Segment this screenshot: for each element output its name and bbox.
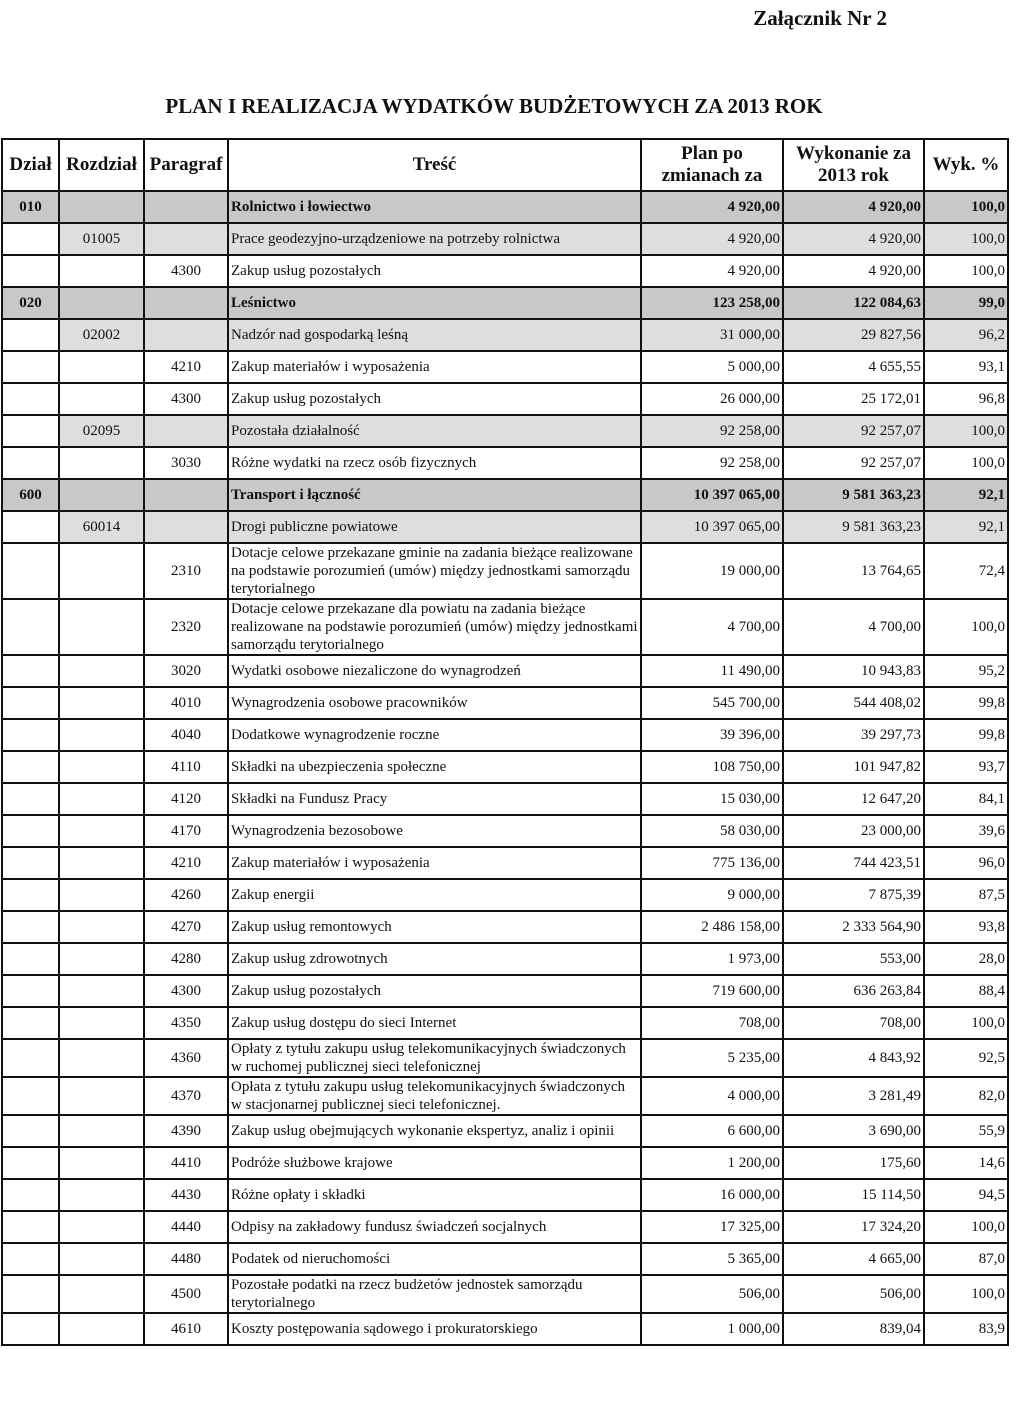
cell-rozdzial xyxy=(59,879,144,911)
cell-dzial xyxy=(2,319,59,351)
cell-dzial xyxy=(2,975,59,1007)
cell-wykonanie: 553,00 xyxy=(783,943,924,975)
cell-proc: 87,5 xyxy=(924,879,1008,911)
cell-rozdzial xyxy=(59,1313,144,1345)
table-row xyxy=(2,1039,1008,1077)
cell-proc: 39,6 xyxy=(924,815,1008,847)
cell-dzial xyxy=(2,383,59,415)
table-row xyxy=(2,383,1008,415)
cell-wykonanie: 175,60 xyxy=(783,1147,924,1179)
cell-proc: 72,4 xyxy=(924,543,1008,599)
cell-paragraf: 4040 xyxy=(144,719,228,751)
cell-tresc: Zakup usług pozostałych xyxy=(228,255,641,287)
cell-proc: 100,0 xyxy=(924,415,1008,447)
cell-tresc: Wynagrodzenia osobowe pracowników xyxy=(228,687,641,719)
cell-plan: 19 000,00 xyxy=(641,543,783,599)
cell-plan: 4 920,00 xyxy=(641,223,783,255)
header-paragraf: Paragraf xyxy=(144,139,228,191)
cell-tresc: Zakup materiałów i wyposażenia xyxy=(228,351,641,383)
cell-tresc: Pozostała działalność xyxy=(228,415,641,447)
cell-plan: 2 486 158,00 xyxy=(641,911,783,943)
table-row xyxy=(2,223,1008,255)
cell-plan: 123 258,00 xyxy=(641,287,783,319)
cell-paragraf: 4430 xyxy=(144,1179,228,1211)
table-row xyxy=(2,415,1008,447)
table-row xyxy=(2,479,1008,511)
cell-plan: 4 700,00 xyxy=(641,599,783,655)
cell-tresc: Dotacje celowe przekazane gminie na zadania bieżące realizowane na podstawie porozumień (umów) między jednostkami samorządu terytorialnego xyxy=(228,543,641,599)
cell-proc: 92,1 xyxy=(924,511,1008,543)
cell-dzial: 020 xyxy=(2,287,59,319)
cell-wykonanie: 506,00 xyxy=(783,1275,924,1313)
cell-tresc: Zakup usług zdrowotnych xyxy=(228,943,641,975)
cell-plan: 545 700,00 xyxy=(641,687,783,719)
cell-dzial xyxy=(2,879,59,911)
cell-proc: 100,0 xyxy=(924,1275,1008,1313)
table-row xyxy=(2,599,1008,655)
cell-plan: 108 750,00 xyxy=(641,751,783,783)
cell-wykonanie: 39 297,73 xyxy=(783,719,924,751)
cell-dzial xyxy=(2,687,59,719)
cell-dzial xyxy=(2,415,59,447)
cell-rozdzial xyxy=(59,847,144,879)
cell-tresc: Drogi publiczne powiatowe xyxy=(228,511,641,543)
header-proc: Wyk. % xyxy=(924,139,1008,191)
cell-dzial xyxy=(2,511,59,543)
cell-wykonanie: 636 263,84 xyxy=(783,975,924,1007)
cell-proc: 100,0 xyxy=(924,1007,1008,1039)
table-header-row xyxy=(2,139,1008,191)
cell-wykonanie: 92 257,07 xyxy=(783,447,924,479)
cell-tresc: Wynagrodzenia bezosobowe xyxy=(228,815,641,847)
cell-dzial xyxy=(2,751,59,783)
cell-rozdzial xyxy=(59,719,144,751)
cell-tresc: Podróże służbowe krajowe xyxy=(228,1147,641,1179)
table-row xyxy=(2,687,1008,719)
cell-proc: 93,7 xyxy=(924,751,1008,783)
cell-paragraf: 4360 xyxy=(144,1039,228,1077)
cell-tresc: Prace geodezyjno-urządzeniowe na potrzeby rolnictwa xyxy=(228,223,641,255)
cell-wykonanie: 4 655,55 xyxy=(783,351,924,383)
cell-tresc: Nadzór nad gospodarką leśną xyxy=(228,319,641,351)
cell-wykonanie: 839,04 xyxy=(783,1313,924,1345)
cell-plan: 92 258,00 xyxy=(641,415,783,447)
cell-proc: 100,0 xyxy=(924,1211,1008,1243)
cell-dzial: 600 xyxy=(2,479,59,511)
cell-rozdzial xyxy=(59,751,144,783)
cell-paragraf: 3030 xyxy=(144,447,228,479)
table-row xyxy=(2,911,1008,943)
cell-proc: 96,0 xyxy=(924,847,1008,879)
cell-wykonanie: 4 920,00 xyxy=(783,223,924,255)
cell-paragraf xyxy=(144,415,228,447)
cell-wykonanie: 4 920,00 xyxy=(783,191,924,223)
cell-proc: 84,1 xyxy=(924,783,1008,815)
table-row xyxy=(2,287,1008,319)
cell-dzial xyxy=(2,943,59,975)
cell-paragraf: 4480 xyxy=(144,1243,228,1275)
annex-label: Załącznik Nr 2 xyxy=(753,6,887,30)
cell-dzial xyxy=(2,1039,59,1077)
cell-proc: 87,0 xyxy=(924,1243,1008,1275)
cell-wykonanie: 13 764,65 xyxy=(783,543,924,599)
cell-plan: 26 000,00 xyxy=(641,383,783,415)
table-row xyxy=(2,847,1008,879)
cell-paragraf: 4210 xyxy=(144,351,228,383)
budget-table xyxy=(1,138,1009,1346)
cell-wykonanie: 12 647,20 xyxy=(783,783,924,815)
cell-tresc: Leśnictwo xyxy=(228,287,641,319)
cell-proc: 100,0 xyxy=(924,599,1008,655)
cell-wykonanie: 4 843,92 xyxy=(783,1039,924,1077)
cell-rozdzial xyxy=(59,447,144,479)
cell-wykonanie: 3 281,49 xyxy=(783,1077,924,1115)
cell-dzial xyxy=(2,911,59,943)
cell-dzial xyxy=(2,847,59,879)
cell-paragraf: 4210 xyxy=(144,847,228,879)
cell-proc: 100,0 xyxy=(924,191,1008,223)
cell-proc: 28,0 xyxy=(924,943,1008,975)
cell-dzial xyxy=(2,1007,59,1039)
cell-paragraf: 4120 xyxy=(144,783,228,815)
cell-wykonanie: 4 920,00 xyxy=(783,255,924,287)
cell-dzial xyxy=(2,351,59,383)
cell-proc: 99,8 xyxy=(924,687,1008,719)
cell-plan: 4 920,00 xyxy=(641,191,783,223)
cell-rozdzial xyxy=(59,191,144,223)
cell-proc: 96,8 xyxy=(924,383,1008,415)
table-row xyxy=(2,943,1008,975)
cell-dzial xyxy=(2,1115,59,1147)
cell-paragraf: 4280 xyxy=(144,943,228,975)
table-row xyxy=(2,191,1008,223)
cell-proc: 93,8 xyxy=(924,911,1008,943)
cell-tresc: Zakup usług dostępu do sieci Internet xyxy=(228,1007,641,1039)
cell-rozdzial xyxy=(59,1179,144,1211)
cell-wykonanie: 101 947,82 xyxy=(783,751,924,783)
cell-dzial xyxy=(2,447,59,479)
cell-paragraf: 4500 xyxy=(144,1275,228,1313)
cell-rozdzial xyxy=(59,1077,144,1115)
cell-tresc: Wydatki osobowe niezaliczone do wynagrodzeń xyxy=(228,655,641,687)
cell-rozdzial xyxy=(59,1007,144,1039)
table-row xyxy=(2,319,1008,351)
cell-wykonanie: 744 423,51 xyxy=(783,847,924,879)
cell-tresc: Opłata z tytułu zakupu usług telekomunikacyjnych świadczonych w stacjonarnej publicznej sieci telefonicznej. xyxy=(228,1077,641,1115)
cell-proc: 100,0 xyxy=(924,223,1008,255)
table-row xyxy=(2,1115,1008,1147)
cell-proc: 96,2 xyxy=(924,319,1008,351)
cell-paragraf: 4270 xyxy=(144,911,228,943)
cell-wykonanie: 9 581 363,23 xyxy=(783,479,924,511)
cell-plan: 10 397 065,00 xyxy=(641,479,783,511)
table-row xyxy=(2,1211,1008,1243)
cell-plan: 17 325,00 xyxy=(641,1211,783,1243)
cell-paragraf: 4300 xyxy=(144,383,228,415)
cell-rozdzial xyxy=(59,975,144,1007)
header-dzial: Dział xyxy=(2,139,59,191)
table-row xyxy=(2,879,1008,911)
cell-tresc: Składki na ubezpieczenia społeczne xyxy=(228,751,641,783)
cell-paragraf xyxy=(144,319,228,351)
cell-proc: 99,0 xyxy=(924,287,1008,319)
cell-plan: 11 490,00 xyxy=(641,655,783,687)
cell-tresc: Rolnictwo i łowiectwo xyxy=(228,191,641,223)
cell-tresc: Transport i łączność xyxy=(228,479,641,511)
cell-plan: 31 000,00 xyxy=(641,319,783,351)
cell-dzial xyxy=(2,1179,59,1211)
cell-tresc: Różne opłaty i składki xyxy=(228,1179,641,1211)
cell-dzial xyxy=(2,599,59,655)
cell-wykonanie: 4 665,00 xyxy=(783,1243,924,1275)
cell-tresc: Zakup energii xyxy=(228,879,641,911)
cell-rozdzial xyxy=(59,287,144,319)
cell-paragraf: 4300 xyxy=(144,975,228,1007)
cell-tresc: Podatek od nieruchomości xyxy=(228,1243,641,1275)
cell-paragraf: 4010 xyxy=(144,687,228,719)
cell-dzial: 010 xyxy=(2,191,59,223)
table-row xyxy=(2,1313,1008,1345)
cell-wykonanie: 2 333 564,90 xyxy=(783,911,924,943)
cell-rozdzial xyxy=(59,479,144,511)
cell-rozdzial xyxy=(59,1243,144,1275)
cell-rozdzial xyxy=(59,911,144,943)
cell-plan: 39 396,00 xyxy=(641,719,783,751)
cell-plan: 16 000,00 xyxy=(641,1179,783,1211)
cell-rozdzial xyxy=(59,1115,144,1147)
cell-tresc: Koszty postępowania sądowego i prokuratorskiego xyxy=(228,1313,641,1345)
table-row xyxy=(2,751,1008,783)
cell-paragraf: 4410 xyxy=(144,1147,228,1179)
cell-plan: 9 000,00 xyxy=(641,879,783,911)
cell-proc: 94,5 xyxy=(924,1179,1008,1211)
cell-wykonanie: 92 257,07 xyxy=(783,415,924,447)
cell-plan: 58 030,00 xyxy=(641,815,783,847)
cell-plan: 15 030,00 xyxy=(641,783,783,815)
cell-tresc: Składki na Fundusz Pracy xyxy=(228,783,641,815)
table-row xyxy=(2,975,1008,1007)
table-row xyxy=(2,1243,1008,1275)
table-row xyxy=(2,543,1008,599)
cell-dzial xyxy=(2,1275,59,1313)
cell-paragraf xyxy=(144,223,228,255)
table-row xyxy=(2,783,1008,815)
cell-proc: 88,4 xyxy=(924,975,1008,1007)
cell-proc: 100,0 xyxy=(924,255,1008,287)
cell-proc: 83,9 xyxy=(924,1313,1008,1345)
cell-paragraf: 2310 xyxy=(144,543,228,599)
cell-rozdzial xyxy=(59,1211,144,1243)
cell-dzial xyxy=(2,1211,59,1243)
cell-tresc: Pozostałe podatki na rzecz budżetów jednostek samorządu terytorialnego xyxy=(228,1275,641,1313)
cell-paragraf xyxy=(144,287,228,319)
cell-wykonanie: 25 172,01 xyxy=(783,383,924,415)
header-wykonanie: Wykonanie za 2013 rok xyxy=(783,139,924,191)
table-row xyxy=(2,255,1008,287)
cell-wykonanie: 15 114,50 xyxy=(783,1179,924,1211)
cell-wykonanie: 10 943,83 xyxy=(783,655,924,687)
cell-plan: 92 258,00 xyxy=(641,447,783,479)
table-row xyxy=(2,1147,1008,1179)
cell-wykonanie: 708,00 xyxy=(783,1007,924,1039)
cell-wykonanie: 29 827,56 xyxy=(783,319,924,351)
cell-plan: 1 000,00 xyxy=(641,1313,783,1345)
cell-tresc: Różne wydatki na rzecz osób fizycznych xyxy=(228,447,641,479)
cell-tresc: Zakup usług obejmujących wykonanie ekspertyz, analiz i opinii xyxy=(228,1115,641,1147)
cell-plan: 10 397 065,00 xyxy=(641,511,783,543)
header-rozdzial: Rozdział xyxy=(59,139,144,191)
cell-proc: 93,1 xyxy=(924,351,1008,383)
table-row xyxy=(2,719,1008,751)
cell-proc: 92,1 xyxy=(924,479,1008,511)
table-row xyxy=(2,1077,1008,1115)
cell-rozdzial xyxy=(59,599,144,655)
cell-rozdzial xyxy=(59,1147,144,1179)
cell-rozdzial xyxy=(59,1275,144,1313)
cell-plan: 708,00 xyxy=(641,1007,783,1039)
cell-paragraf: 2320 xyxy=(144,599,228,655)
cell-plan: 719 600,00 xyxy=(641,975,783,1007)
cell-proc: 55,9 xyxy=(924,1115,1008,1147)
cell-paragraf: 4170 xyxy=(144,815,228,847)
cell-rozdzial xyxy=(59,1039,144,1077)
cell-dzial xyxy=(2,719,59,751)
table-row xyxy=(2,351,1008,383)
cell-proc: 14,6 xyxy=(924,1147,1008,1179)
cell-rozdzial: 60014 xyxy=(59,511,144,543)
header-tresc: Treść xyxy=(228,139,641,191)
table-row xyxy=(2,1007,1008,1039)
cell-paragraf xyxy=(144,479,228,511)
cell-paragraf: 4390 xyxy=(144,1115,228,1147)
cell-dzial xyxy=(2,1243,59,1275)
cell-plan: 4 920,00 xyxy=(641,255,783,287)
cell-wykonanie: 7 875,39 xyxy=(783,879,924,911)
cell-paragraf xyxy=(144,191,228,223)
cell-plan: 5 235,00 xyxy=(641,1039,783,1077)
cell-wykonanie: 17 324,20 xyxy=(783,1211,924,1243)
cell-dzial xyxy=(2,815,59,847)
cell-wykonanie: 544 408,02 xyxy=(783,687,924,719)
cell-plan: 1 200,00 xyxy=(641,1147,783,1179)
cell-paragraf: 4440 xyxy=(144,1211,228,1243)
table-row xyxy=(2,511,1008,543)
cell-plan: 506,00 xyxy=(641,1275,783,1313)
cell-tresc: Zakup usług pozostałych xyxy=(228,383,641,415)
cell-dzial xyxy=(2,1147,59,1179)
cell-dzial xyxy=(2,223,59,255)
cell-paragraf: 4260 xyxy=(144,879,228,911)
cell-rozdzial xyxy=(59,655,144,687)
cell-wykonanie: 122 084,63 xyxy=(783,287,924,319)
cell-wykonanie: 4 700,00 xyxy=(783,599,924,655)
cell-proc: 99,8 xyxy=(924,719,1008,751)
cell-rozdzial xyxy=(59,815,144,847)
cell-tresc: Zakup materiałów i wyposażenia xyxy=(228,847,641,879)
page-title: PLAN I REALIZACJA WYDATKÓW BUDŻETOWYCH ZA 2013 ROK xyxy=(165,94,823,118)
cell-plan: 5 000,00 xyxy=(641,351,783,383)
cell-tresc: Dodatkowe wynagrodzenie roczne xyxy=(228,719,641,751)
cell-rozdzial xyxy=(59,687,144,719)
cell-wykonanie: 3 690,00 xyxy=(783,1115,924,1147)
cell-rozdzial: 01005 xyxy=(59,223,144,255)
cell-paragraf xyxy=(144,511,228,543)
cell-dzial xyxy=(2,1077,59,1115)
cell-rozdzial xyxy=(59,943,144,975)
cell-plan: 1 973,00 xyxy=(641,943,783,975)
cell-proc: 95,2 xyxy=(924,655,1008,687)
cell-dzial xyxy=(2,783,59,815)
cell-rozdzial xyxy=(59,383,144,415)
table-row xyxy=(2,1179,1008,1211)
cell-rozdzial xyxy=(59,783,144,815)
cell-tresc: Odpisy na zakładowy fundusz świadczeń socjalnych xyxy=(228,1211,641,1243)
cell-plan: 6 600,00 xyxy=(641,1115,783,1147)
table-row xyxy=(2,655,1008,687)
cell-paragraf: 4300 xyxy=(144,255,228,287)
cell-paragraf: 4350 xyxy=(144,1007,228,1039)
cell-plan: 775 136,00 xyxy=(641,847,783,879)
cell-rozdzial xyxy=(59,255,144,287)
cell-paragraf: 3020 xyxy=(144,655,228,687)
table-row xyxy=(2,1275,1008,1313)
cell-tresc: Opłaty z tytułu zakupu usług telekomunikacyjnych świadczonych w ruchomej publicznej sieci telefonicznej xyxy=(228,1039,641,1077)
cell-plan: 5 365,00 xyxy=(641,1243,783,1275)
cell-paragraf: 4610 xyxy=(144,1313,228,1345)
cell-rozdzial xyxy=(59,351,144,383)
cell-rozdzial: 02095 xyxy=(59,415,144,447)
cell-tresc: Zakup usług remontowych xyxy=(228,911,641,943)
cell-plan: 4 000,00 xyxy=(641,1077,783,1115)
cell-dzial xyxy=(2,543,59,599)
cell-paragraf: 4110 xyxy=(144,751,228,783)
table-row xyxy=(2,447,1008,479)
cell-wykonanie: 9 581 363,23 xyxy=(783,511,924,543)
header-plan: Plan po zmianach za xyxy=(641,139,783,191)
cell-proc: 82,0 xyxy=(924,1077,1008,1115)
cell-paragraf: 4370 xyxy=(144,1077,228,1115)
cell-rozdzial: 02002 xyxy=(59,319,144,351)
cell-dzial xyxy=(2,255,59,287)
cell-proc: 92,5 xyxy=(924,1039,1008,1077)
cell-dzial xyxy=(2,655,59,687)
cell-proc: 100,0 xyxy=(924,447,1008,479)
cell-wykonanie: 23 000,00 xyxy=(783,815,924,847)
cell-dzial xyxy=(2,1313,59,1345)
cell-tresc: Dotacje celowe przekazane dla powiatu na zadania bieżące realizowane na podstawie porozumień (umów) między jednostkami samorządu terytorialnego xyxy=(228,599,641,655)
cell-tresc: Zakup usług pozostałych xyxy=(228,975,641,1007)
cell-rozdzial xyxy=(59,543,144,599)
table-row xyxy=(2,815,1008,847)
table-body xyxy=(2,191,1008,1345)
